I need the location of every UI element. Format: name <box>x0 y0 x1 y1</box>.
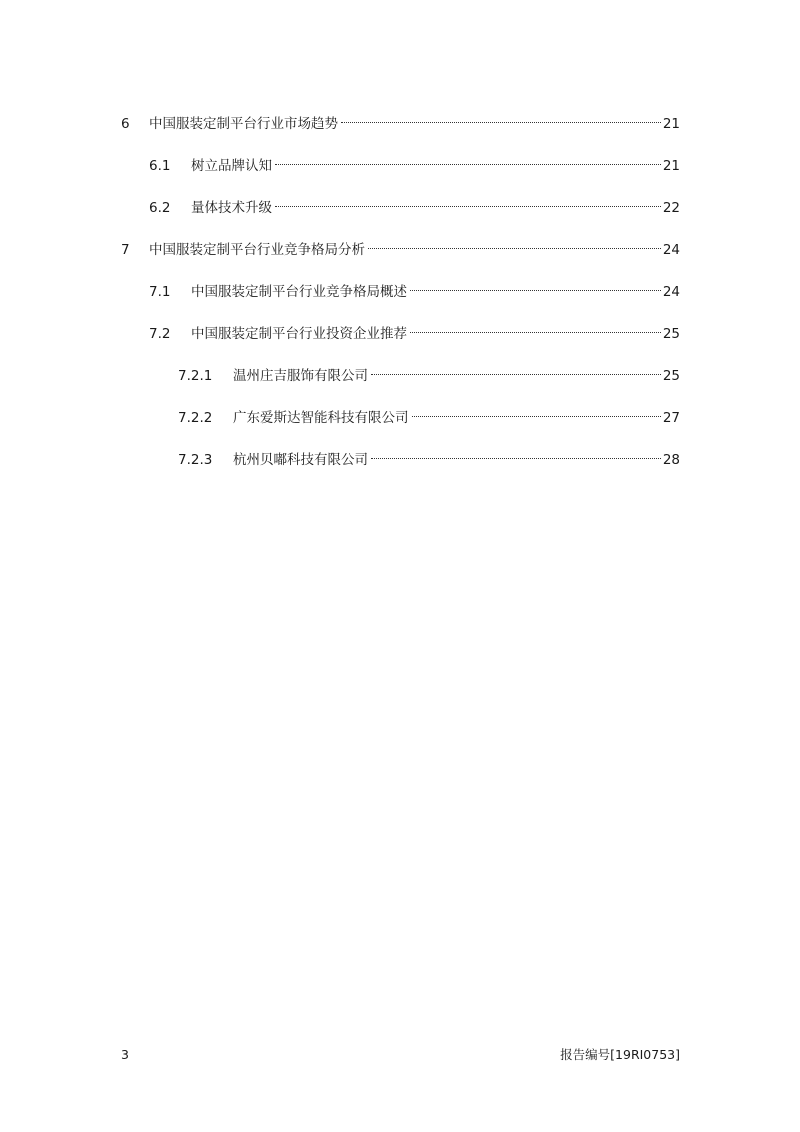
toc-entry-title: 中国服装定制平台行业市场趋势 <box>149 116 338 132</box>
toc-entry-number: 7.2 <box>149 326 171 342</box>
toc-entry-number: 7.2.2 <box>178 410 213 426</box>
toc-entry-7-2-2[interactable] <box>178 402 680 426</box>
toc-entry-number: 7.2.1 <box>178 368 213 384</box>
toc-entry-page: 25 <box>662 368 680 384</box>
toc-entry-page: 24 <box>662 284 680 300</box>
toc-entry-title: 中国服装定制平台行业竞争格局概述 <box>191 284 407 300</box>
toc-entry-number: 6 <box>121 116 130 132</box>
toc-entry-7-2[interactable] <box>149 318 680 342</box>
toc-entry-title: 中国服装定制平台行业投资企业推荐 <box>191 326 407 342</box>
toc-entry-number: 7.2.3 <box>178 452 213 468</box>
toc-dot-leader <box>410 318 661 338</box>
toc-entry-title: 中国服装定制平台行业竞争格局分析 <box>149 242 365 258</box>
toc-dot-leader <box>275 192 661 212</box>
toc-dot-leader <box>368 234 661 254</box>
toc-entry-number: 6.1 <box>149 158 171 174</box>
toc-entry-6-1[interactable] <box>149 150 680 174</box>
toc-dot-leader <box>275 150 661 170</box>
toc-dot-leader <box>410 276 661 296</box>
toc-dot-leader <box>371 444 661 464</box>
toc-entry-number: 6.2 <box>149 200 171 216</box>
toc-entry-7[interactable] <box>121 234 680 258</box>
toc-dot-leader <box>412 402 661 422</box>
toc-entry-title: 树立品牌认知 <box>191 158 272 174</box>
toc-entry-6[interactable] <box>121 108 680 132</box>
toc-entry-page: 24 <box>662 242 680 258</box>
toc-entry-6-2[interactable] <box>149 192 680 216</box>
footer-page-number: 3 <box>121 1047 129 1062</box>
toc-entry-number: 7 <box>121 242 130 258</box>
toc-entry-page: 28 <box>662 452 680 468</box>
toc-entry-page: 21 <box>662 116 680 132</box>
toc-dot-leader <box>371 360 661 380</box>
toc-entry-page: 27 <box>662 410 680 426</box>
toc-entry-7-1[interactable] <box>149 276 680 300</box>
toc-entry-number: 7.1 <box>149 284 171 300</box>
toc-entry-title: 杭州贝嘟科技有限公司 <box>233 452 368 468</box>
toc-entry-page: 22 <box>662 200 680 216</box>
footer-report-code: 报告编号[19RI0753] <box>560 1047 680 1062</box>
toc-dot-leader <box>341 108 661 128</box>
toc-entry-7-2-1[interactable] <box>178 360 680 384</box>
toc-entry-page: 21 <box>662 158 680 174</box>
toc-entry-7-2-3[interactable] <box>178 444 680 468</box>
toc-entry-page: 25 <box>662 326 680 342</box>
toc-entry-title: 量体技术升级 <box>191 200 272 216</box>
toc-entry-title: 广东爱斯达智能科技有限公司 <box>233 410 409 426</box>
toc-entry-title: 温州庄吉服饰有限公司 <box>233 368 368 384</box>
